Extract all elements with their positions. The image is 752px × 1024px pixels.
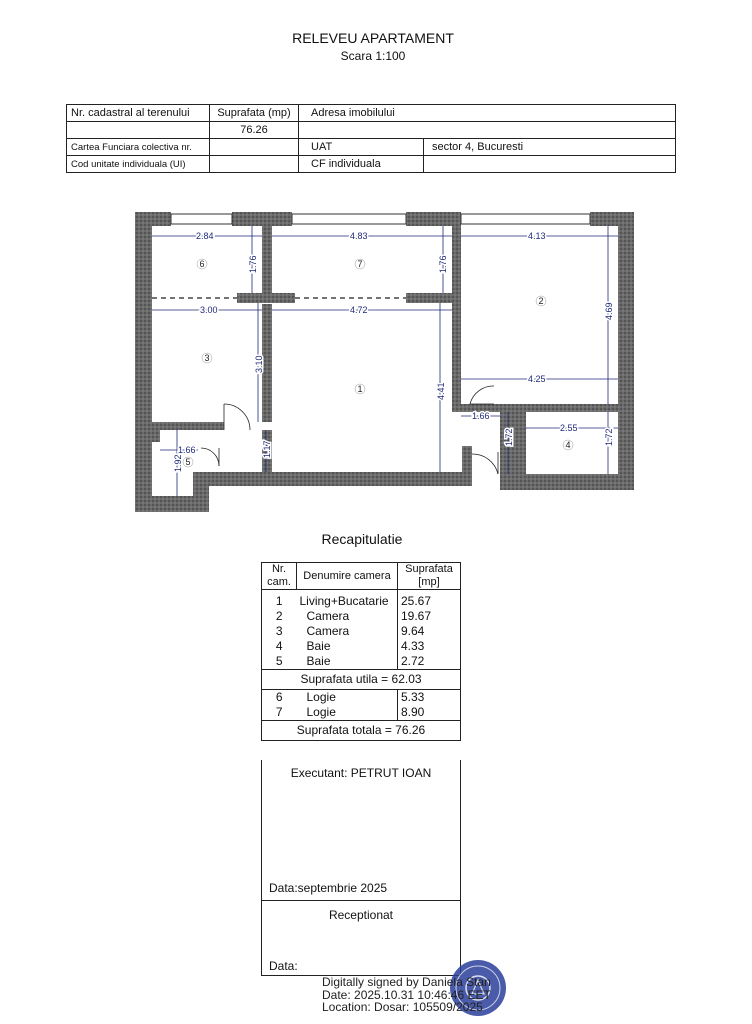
uat-label: UAT [299,139,424,156]
signature-line-3: Location: Dosar: 105509/2025 [322,1000,483,1014]
col-nr-header: Nr. cam. [262,563,297,590]
signature-line-1: Digitally signed by Daniela Stan [322,975,491,989]
nr-cadastral-value [67,122,210,139]
suprafata-totala-row: Suprafata totala = 76.26 [262,721,461,741]
dim-4-72: 4.72 [350,305,368,315]
property-info-table [66,104,676,173]
dim-1-72-b: 1.72 [604,428,614,446]
dim-1-66-b: 1.66 [178,445,196,455]
table-row: 4 Baie 4.33 [262,639,461,654]
receptionat-box [261,900,461,976]
dimension-lines [152,226,618,496]
floor-plan [130,208,638,516]
room-number-6: 6 [199,259,205,269]
nr-cadastral-label: Nr. cadastral al terenului [67,105,210,122]
dim-3-10: 3.10 [254,355,264,373]
dim-4-25: 4.25 [528,374,546,384]
dim-1-76-b: 1.76 [438,255,448,273]
dim-4-41: 4.41 [436,382,446,400]
scale-label: Scara 1:100 [340,49,406,63]
dim-2-55: 2.55 [560,423,578,433]
signature-line-2: Date: 2025.10.31 10:46:46 EET [322,987,491,1002]
col-name-header: Denumire camera [297,563,398,590]
executant-date: Data:septembrie 2025 [269,881,388,895]
cod-ui-label: Cod unitate individuala (UI) [67,156,210,173]
receptionat-date: Data: [269,959,298,973]
executant-box [261,760,461,901]
cf-value [424,156,676,173]
table-row: 1 Living+Bucatarie 25.67 [262,594,461,609]
adresa-label: Adresa imobilului [299,105,676,122]
interior-walls [152,226,618,474]
table-row: 2 Camera 19.67 [262,609,461,624]
room-number-2: 2 [538,296,544,306]
dim-4-13: 4.13 [528,231,546,241]
carte-funciara-value [210,139,299,156]
document-title: RELEVEU APARTAMENT [292,30,454,46]
col-area-header: Suprafata [mp] [398,563,461,590]
room-number-5: 5 [185,457,191,467]
dim-1-72-a: 1.72 [504,428,514,446]
digital-signature [322,976,491,1014]
dim-4-69: 4.69 [604,302,614,320]
dim-1-66-a: 1.66 [472,411,490,421]
suprafata-utila-row: Suprafata utila = 62.03 [262,670,461,690]
uat-value: sector 4, Bucuresti [424,139,676,156]
carte-funciara-label: Cartea Funciara colectiva nr. [67,139,210,156]
room-number-3: 3 [204,353,210,363]
room-number-7: 7 [357,259,363,269]
dim-2-84: 2.84 [196,231,214,241]
recap-table [261,562,461,741]
table-row: 5 Baie 2.72 [262,654,461,670]
cf-label: CF individuala [299,156,424,173]
dim-1-76-a: 1.76 [248,255,258,273]
dim-4-83: 4.83 [350,231,368,241]
table-row: 6 Logie 5.33 [262,690,461,706]
cod-ui-value [210,156,299,173]
suprafata-label: Suprafata (mp) [210,105,299,122]
table-row: 3 Camera 9.64 [262,624,461,639]
adresa-value [299,122,676,139]
receptionat-label: Receptionat [328,908,394,922]
dim-1-17: 1.17 [262,440,272,458]
executant-label: Executant: PETRUT IOAN [290,766,432,780]
suprafata-value: 76.26 [210,122,299,139]
dim-3-00: 3.00 [200,305,218,315]
recap-title: Recapitulatie [321,531,403,547]
table-row: 7 Logie 8.90 [262,705,461,721]
room-number-4: 4 [565,440,571,450]
room-number-1: 1 [357,384,363,394]
dim-1-92: 1.92 [173,454,183,472]
